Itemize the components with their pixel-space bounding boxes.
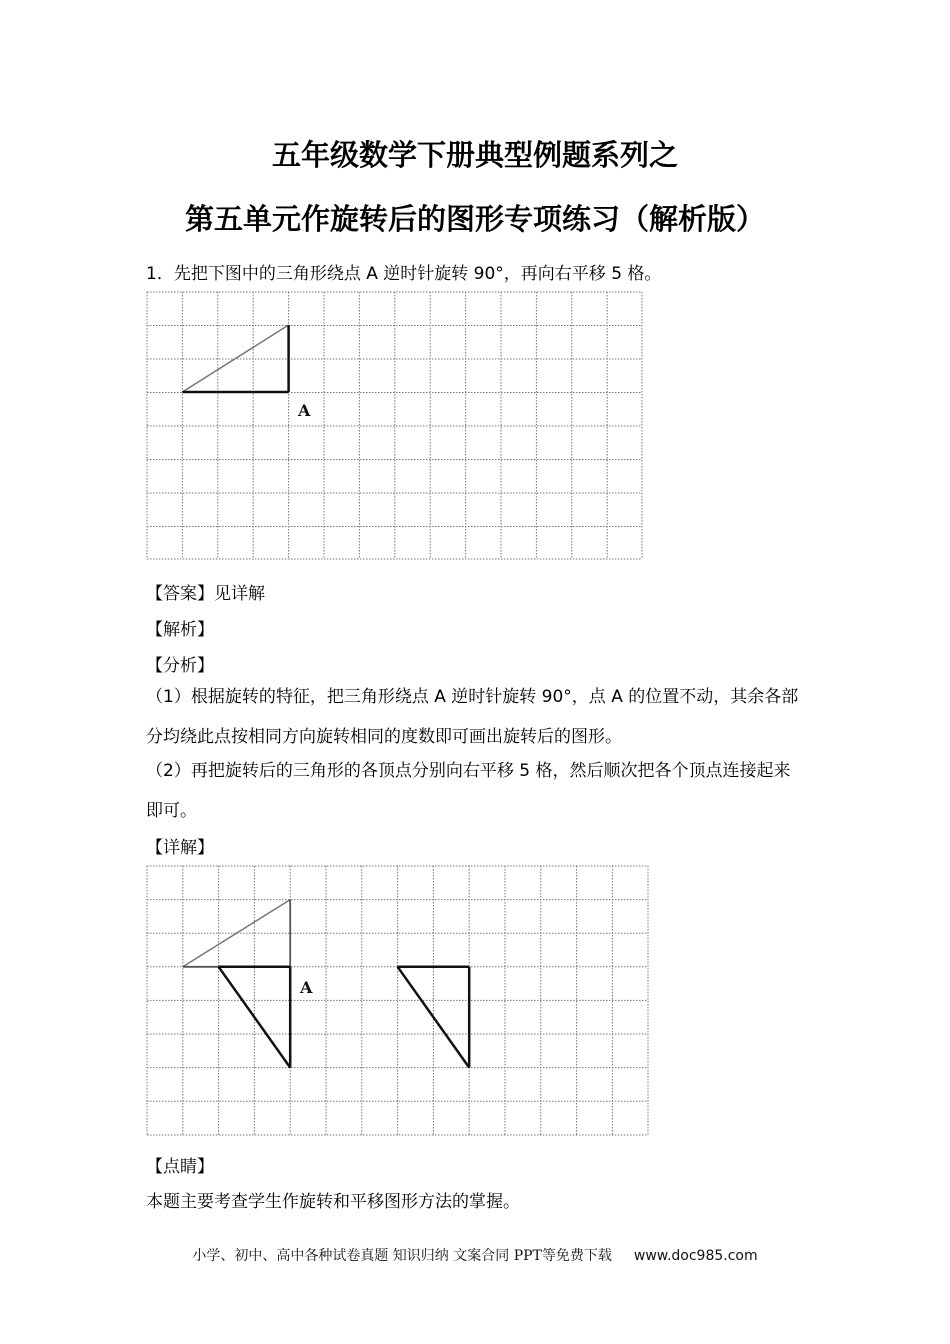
point-a-label-solution: A	[300, 978, 313, 997]
analysis-step-1: （1）根据旋转的特征，把三角形绕点 A 逆时针旋转 90°，点 A 的位置不动，其余各部分均绕此点按相同方向旋转相同的度数即可画出旋转后的图形。	[146, 687, 799, 747]
jiexi-heading: 【解析】	[146, 620, 214, 640]
footer-text: 小学、初中、高中各种试卷真题 知识归纳 文案合同 PPT等免费下载	[192, 1248, 612, 1264]
solution-grid-figure	[146, 865, 651, 1137]
xiangjie-heading: 【详解】	[146, 838, 214, 858]
point-a-label: A	[298, 401, 311, 420]
dianjing-heading: 【点睛】	[146, 1157, 214, 1177]
answer-text: 【答案】见详解	[146, 584, 265, 604]
analysis-step-2: （2）再把旋转后的三角形的各顶点分别向右平移 5 格，然后顺次把各个顶点连接起来即可。	[146, 761, 791, 821]
title-line-1: 五年级数学下册典型例题系列之	[271, 138, 678, 172]
question-grid-figure	[146, 291, 644, 560]
footer-url[interactable]: www.doc985.com	[633, 1248, 758, 1264]
page-footer	[0, 1245, 950, 1265]
fenxi-heading: 【分析】	[146, 656, 214, 676]
conclusion-text: 本题主要考查学生作旋转和平移图形方法的掌握。	[146, 1192, 520, 1212]
title-line-2: 第五单元作旋转后的图形专项练习（解析版）	[184, 202, 765, 236]
question-text: 1．先把下图中的三角形绕点 A 逆时针旋转 90°，再向右平移 5 格。	[146, 264, 662, 284]
